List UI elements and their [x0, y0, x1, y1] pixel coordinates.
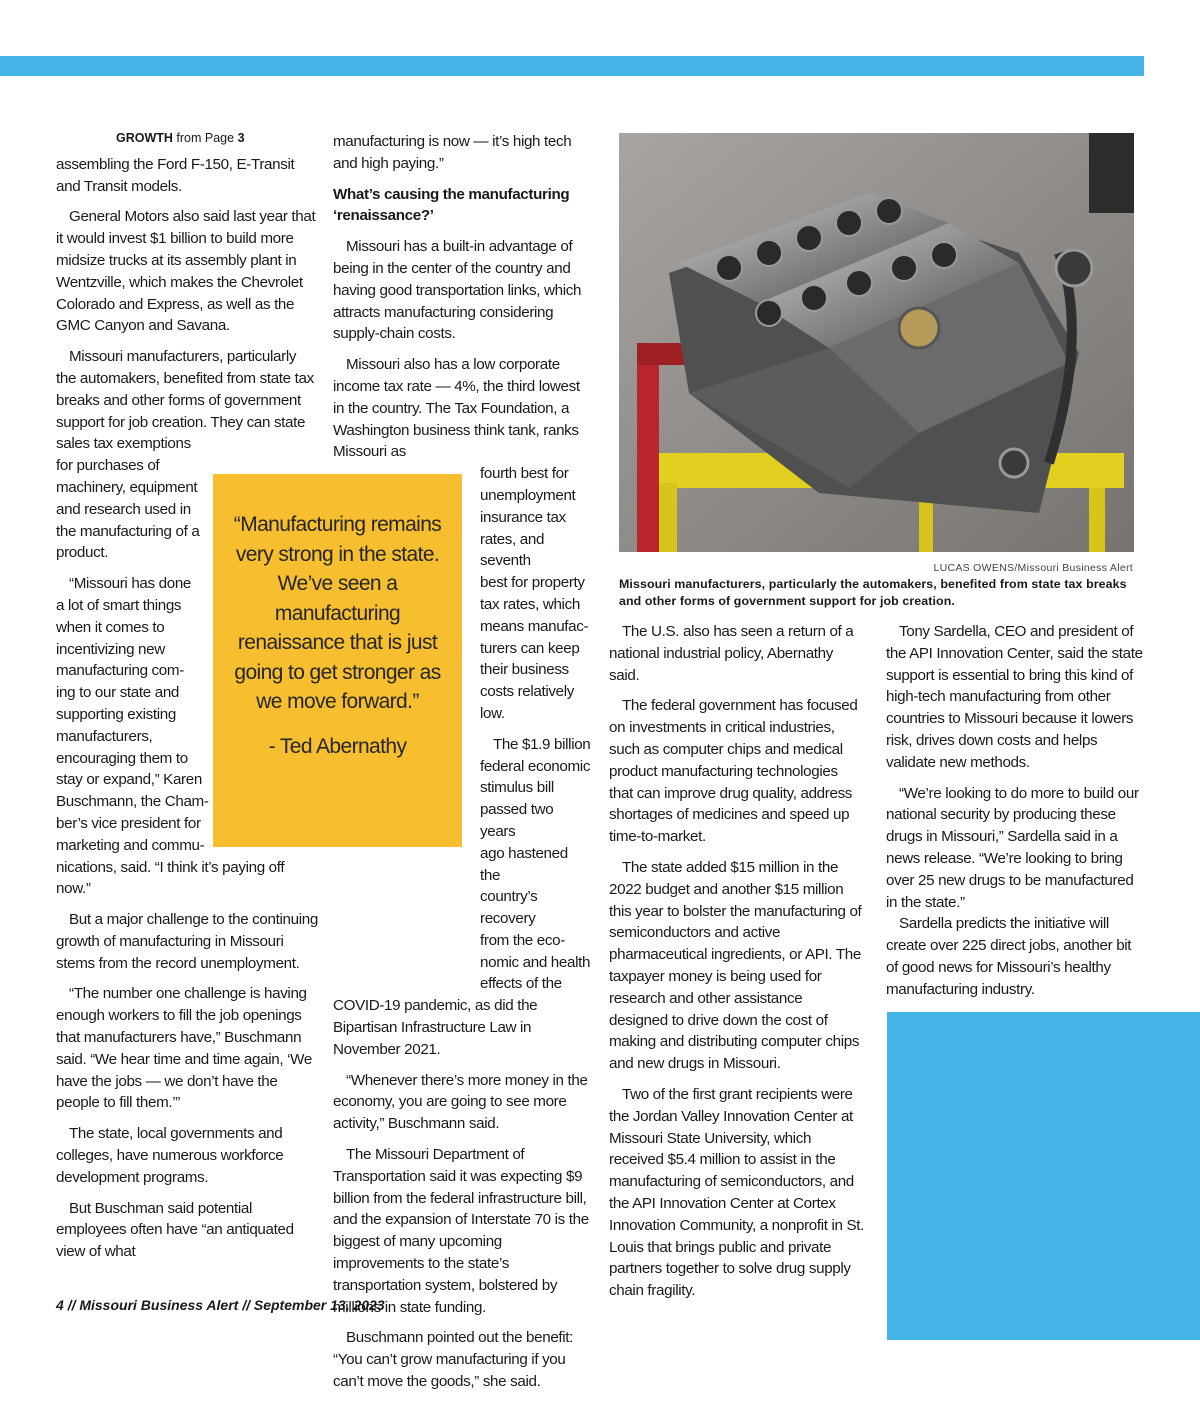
text-line: ing to our state and [56, 684, 180, 702]
text-line: federal economic [480, 757, 591, 775]
paragraph: But Buschman said potential employees often have “an antiquated view of what [56, 1199, 294, 1261]
text-line: best for property [480, 574, 585, 592]
article-column-4 [886, 621, 1144, 1010]
text-line: effects of the [480, 975, 562, 993]
paragraph: The Missouri Department of Transportation said it was expecting $9 billion from the federal infrastructure bill, and the expansion of Interstate 70 is the biggest of many upcoming improvements to the state’s transportation system, bolstered by millions in state funding. [333, 1146, 589, 1316]
engine-photo [619, 133, 1134, 552]
text-line: from the eco- [480, 931, 565, 949]
text-line: insurance tax [480, 508, 566, 526]
text-line: a lot of smart things [56, 596, 182, 614]
paragraph: assembling the Ford F-150, E-Transit and Transit models. [56, 155, 295, 195]
paragraph: Tony Sardella, CEO and president of the API Innovation Center, said the state support is essential to bring this kind of high-tech manufacturing from other countries to Missouri because it lowers risk, drives down costs and helps validate new methods. [886, 623, 1143, 771]
jump-page: 3 [237, 131, 245, 145]
paragraph: “Whenever there’s more money in the economy, you are going to see more activity,” Buschmann said. [333, 1071, 588, 1133]
paragraph: nications, said. “I think it’s paying off now.” [56, 858, 285, 898]
text-line: tax rates, which [480, 595, 580, 613]
paragraph-wrap [480, 463, 591, 725]
text-line: stimulus bill [480, 779, 554, 797]
paragraph: manufacturing is now — it’s high tech and high paying.” [333, 133, 572, 172]
text-line: supporting existing [56, 705, 176, 723]
paragraph: Two of the first grant recipients were the Jordan Valley Innovation Center at Missouri State University, which received $5.4 million to assist in the manufacturing of semiconductors, and the API Innovation Center at Cortex Innovation Community, a nonprofit in St. Louis that brings public and private partners together to solve drug supply chain fragility. [609, 1085, 865, 1300]
text-line: “Missouri has done [69, 575, 192, 593]
paragraph: The federal government has focused on investments in critical industries, such as computer chips and medical product manufacturing technologies that can improve drug quality, address shortages of medicines and speed up time-to-market. [609, 697, 858, 846]
text-line: stay or expand,” Karen [56, 771, 202, 789]
text-line: nomic and health [480, 953, 591, 971]
text-line: manufacturers, [56, 727, 153, 745]
jump-label: GROWTH [116, 131, 173, 145]
pull-quote-text: “Manufacturing remains very strong in the state. We’ve seen a manufacturing renaissance that is just going to get stronger as we move forward.” [233, 513, 442, 713]
jump-line [116, 128, 318, 150]
text-line: encouraging them to [56, 749, 188, 767]
text-line: unemployment [480, 486, 576, 504]
paragraph: Missouri has a built-in advantage of being in the center of the country and having good transportation links, which attracts manufacturing considering supply-chain costs. [333, 238, 582, 343]
text-line: low. [480, 704, 505, 722]
paragraph: Buschmann pointed out the benefit: “You can’t grow manufacturing if you can’t move the goods,” she said. [333, 1329, 574, 1391]
text-line: means manufac- [480, 617, 589, 635]
engine-illustration [619, 133, 1134, 552]
page-footer: 4 // Missouri Business Alert // September 13, 2023 [56, 1297, 385, 1313]
paragraph: Sardella predicts the initiative will create over 225 direct jobs, another bit of good news for Missouri’s healthy manufacturing industry. [886, 915, 1132, 998]
text-line: marketing and commu- [56, 836, 205, 854]
text-line: country’s recovery [480, 888, 538, 928]
paragraph: “The number one challenge is having enough workers to fill the job openings that manufacturers have,” Buschmann said. “We hear time and time again, ‘We have the jobs — we don’t have the people to fill them.’” [56, 985, 312, 1112]
text-line: when it comes to [56, 618, 165, 636]
text-line: for purchases of [56, 457, 160, 475]
paragraph: COVID-19 pandemic, as did the Bipartisan Infrastructure Law in November 2021. [333, 997, 538, 1058]
text-line: fourth best for [480, 465, 569, 483]
photo-credit: LUCAS OWENS/Missouri Business Alert [933, 562, 1133, 574]
article-column-3 [609, 621, 865, 1311]
article-column-2 [333, 131, 591, 1402]
text-line: Buschmann, the Cham- [56, 793, 209, 811]
text-line: passed two years [480, 801, 554, 840]
subheading: What’s causing the manufacturing ‘renaissance?’ [333, 185, 570, 225]
jump-from: from Page [176, 131, 235, 145]
text-line: product. [56, 544, 109, 562]
paragraph: The state, local governments and colleges, have numerous workforce development programs. [56, 1125, 284, 1186]
text-line: sales tax exemptions [56, 435, 191, 453]
paragraph: Missouri also has a low corporate income tax rate — 4%, the third lowest in the country. The Tax Foundation, a Washington business think tank, ranks Missouri as [333, 356, 580, 461]
paragraph-wrap [480, 734, 591, 996]
text-line: ber’s vice president for [56, 814, 201, 832]
text-line: turers can keep [480, 639, 580, 657]
photo-caption: Missouri manufacturers, particularly the automakers, benefited from state tax breaks and other forms of government support for job creation. [619, 577, 1127, 608]
top-accent-bar [0, 56, 1144, 76]
pull-quote-attribution: - Ted Abernathy [268, 734, 407, 758]
text-line: rates, and seventh [480, 530, 545, 570]
text-line: manufacturing com- [56, 662, 184, 680]
paragraph: But a major challenge to the continuing growth of manufacturing in Missouri stems from the record unemployment. [56, 911, 318, 972]
paragraph: Missouri manufacturers, particularly the automakers, benefited from state tax breaks and other forms of government support for job creation. They can state [56, 348, 314, 431]
text-line: The $1.9 billion [493, 735, 591, 753]
text-line: and research used in [56, 500, 191, 518]
paragraph: General Motors also said last year that it would invest $1 billion to build more midsize trucks at its assembly plant in Wentzville, which makes the Chevrolet Colorado and Express, as well as the GMC Canyon and Savana. [56, 208, 316, 335]
text-line: the manufacturing of a [56, 522, 200, 540]
paragraph: The U.S. also has seen a return of a national industrial policy, Abernathy said. [609, 623, 854, 684]
text-line: costs relatively [480, 683, 574, 701]
text-line: their business [480, 661, 569, 679]
accent-block [887, 1012, 1200, 1340]
paragraph: The state added $15 million in the 2022 budget and another $15 million this year to bolster the manufacturing of semiconductors and active pharmaceutical ingredients, or API. The taxpayer money is being used for research and other assistance designed to drive down the cost of making and distributing computer chips and new drugs in Missouri. [609, 858, 862, 1073]
text-line: ago hastened the [480, 844, 568, 884]
text-line: incentivizing new [56, 640, 165, 658]
text-line: machinery, equipment [56, 478, 198, 496]
paragraph: “We’re looking to do more to build our national security by producing these drugs in Missouri,” Sardella said in a news release. “We’re looking to bring over 25 new drugs to be manufactured in the state.” [886, 784, 1139, 911]
